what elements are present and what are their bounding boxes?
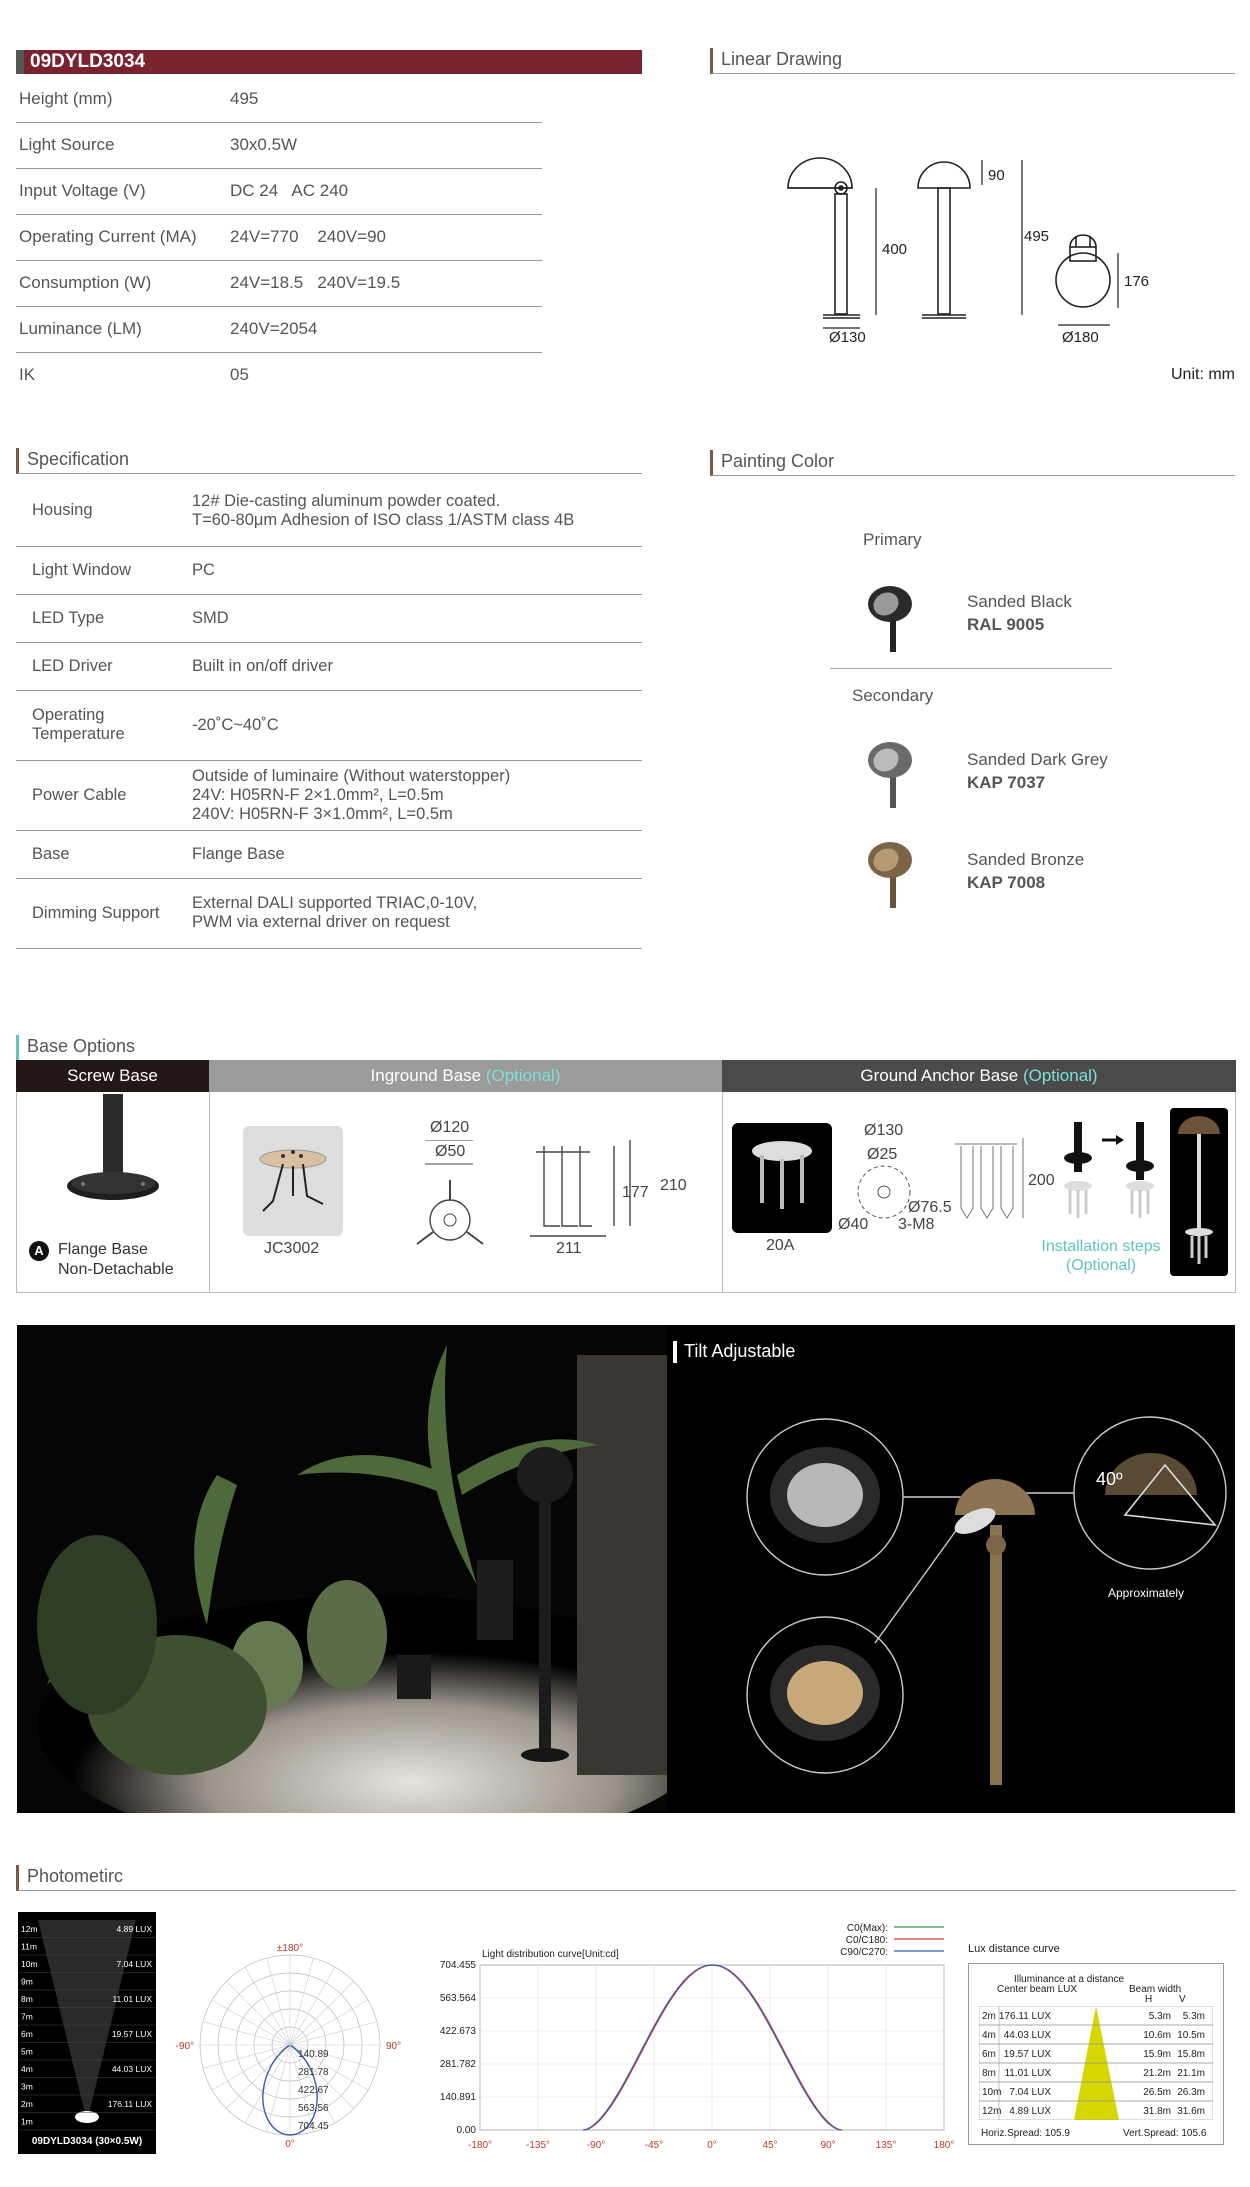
photometric-title: Photometirc	[16, 1865, 1236, 1891]
series-c0-c180	[584, 1965, 842, 2130]
polar-ring-label: 281.78	[298, 2067, 329, 2078]
dim-210: 210	[660, 1177, 687, 1194]
dim-400: 400	[882, 241, 908, 258]
lux-cell: 11.01 LUX	[1004, 2068, 1051, 2079]
legend-label: C0/C180:	[845, 1935, 888, 1946]
primary-label: Primary	[863, 530, 922, 549]
polar-spoke	[290, 1981, 354, 2045]
unit-label: Unit: mm	[1171, 366, 1235, 383]
polar-spoke	[245, 1967, 290, 2045]
sanded-black-swatch	[866, 582, 918, 652]
ground-anchor-header: Ground Anchor Base (Optional)	[722, 1060, 1236, 1092]
polar-ring-label: 704.45	[298, 2121, 329, 2132]
table-row: LED Type SMD	[16, 594, 642, 642]
color-code: KAP 7008	[967, 873, 1046, 892]
lux-footer: 09DYLD3034 (30×0.5W)	[31, 2136, 143, 2147]
polar-spoke	[245, 2045, 290, 2123]
polar-spoke	[290, 2000, 368, 2045]
table-row: Dimming Support External DALI supported TRIAC,0-10V, PWM via external driver on request	[16, 878, 642, 948]
polar-right-label: 90°	[386, 2041, 402, 2052]
sanded-bronze-swatch	[866, 838, 918, 908]
table-row: Operating Temperature -20˚C~40˚C	[16, 690, 642, 760]
lux-row-label: 8m	[21, 1994, 33, 2004]
dim-130: Ø130	[864, 1122, 904, 1139]
polar-top-label: ±180°	[276, 1943, 304, 1954]
v-width-cell: 31.6m	[1177, 2106, 1205, 2117]
h-width-cell: 21.2m	[1143, 2068, 1171, 2079]
lux-row-label: 1m	[21, 2116, 33, 2127]
spec-table	[16, 476, 642, 949]
light-distribution-chart	[420, 1915, 970, 2155]
beam-width-header: Beam width	[1129, 1984, 1182, 1995]
lux-distance-title: Lux distance curve	[968, 1943, 1060, 1955]
table-row: Light Source 30x0.5W	[16, 122, 542, 168]
m8-label: 3-M8	[898, 1216, 935, 1233]
lux-cone-shape	[38, 1920, 136, 2122]
lux-value-label: 4.89 LUX	[116, 1924, 152, 1934]
y-tick-label: 281.782	[439, 2059, 476, 2070]
x-tick-label: 0°	[707, 2140, 717, 2151]
installed-anchor-image	[1170, 1108, 1228, 1276]
sanded-dark-grey-swatch	[866, 738, 918, 808]
jc3002-icon	[243, 1126, 343, 1236]
lux-cell: 176.11 LUX	[998, 2011, 1051, 2022]
lux-row-label: 3m	[21, 2081, 33, 2092]
polar-spoke	[290, 1958, 313, 2045]
model-title: 09DYLD3034	[16, 50, 642, 74]
lux-cone-chart	[18, 1912, 156, 2154]
polar-ring-label: 140.89	[298, 2049, 329, 2060]
dim-130: Ø130	[829, 329, 866, 346]
center-beam-header: Center beam LUX	[997, 1984, 1078, 1995]
lux-value-label: 44.03 LUX	[111, 2064, 152, 2074]
polar-ring-label: 422.67	[298, 2085, 329, 2096]
horiz-spread: Horiz.Spread: 105.9	[981, 2128, 1070, 2139]
lux-row-label: 2m	[21, 2099, 33, 2109]
polar-spoke	[226, 2045, 290, 2109]
v-width-cell: 21.1m	[1177, 2068, 1205, 2079]
lux-row-label: 12m	[21, 1924, 38, 1934]
x-tick-label: 90°	[820, 2140, 836, 2151]
polar-bottom-label: 0°	[285, 2139, 295, 2150]
lux-light-source	[75, 2111, 99, 2123]
table-row: Consumption (W) 24V=18.5 240V=19.5	[16, 260, 542, 306]
x-tick-label: -135°	[525, 2140, 551, 2151]
secondary-label: Secondary	[852, 686, 934, 705]
tilt-detail-illustration	[745, 1415, 1235, 1795]
x-tick-label: -180°	[467, 2140, 493, 2151]
basic-table	[16, 76, 542, 398]
lux-row-label: 11m	[21, 1941, 37, 1952]
polar-left-label: -90°	[175, 2041, 194, 2052]
distance-cell: 8m	[982, 2068, 996, 2079]
polar-spoke	[290, 2022, 377, 2045]
dim-90: 90	[988, 167, 1005, 184]
color-name: Sanded Dark Grey	[967, 750, 1108, 769]
anchor-20a-label: 20A	[766, 1237, 795, 1254]
tilt-title: Tilt Adjustable	[684, 1341, 796, 1361]
distance-cell: 10m	[982, 2087, 1002, 2098]
flange-label: Flange Base	[58, 1241, 148, 1258]
screw-base-header: Screw Base	[16, 1060, 209, 1092]
dim-211: 211	[556, 1240, 582, 1257]
y-tick-label: 422.673	[439, 2026, 476, 2037]
anchor-20a-icon	[732, 1123, 832, 1233]
lux-value-label: 11.01 LUX	[112, 1994, 152, 2004]
lux-value-label: 7.04 LUX	[116, 1959, 152, 1969]
h-header: H	[1145, 1994, 1153, 2005]
painting-color-title: Painting Color	[710, 450, 1235, 476]
y-tick-label: 140.891	[439, 2092, 476, 2103]
dim-120: Ø120	[430, 1119, 470, 1136]
y-tick-label: 563.564	[439, 1993, 476, 2004]
lux-row-label: 7m	[21, 2011, 33, 2022]
color-code: KAP 7037	[967, 773, 1046, 792]
h-width-cell: 10.6m	[1143, 2030, 1171, 2041]
vert-spread: Vert.Spread: 105.6	[1123, 2128, 1207, 2139]
installation-steps-drawing	[1060, 1118, 1170, 1230]
curve-title: Light distribution curve[Unit:cd]	[482, 1949, 619, 1960]
h-width-cell: 26.5m	[1143, 2087, 1171, 2098]
color-name: Sanded Bronze	[967, 850, 1085, 869]
table-row: LED Driver Built in on/off driver	[16, 642, 642, 690]
v-width-cell: 15.8m	[1177, 2049, 1205, 2060]
color-code: RAL 9005	[967, 615, 1045, 634]
v-width-cell: 10.5m	[1177, 2030, 1205, 2041]
dim-180: Ø180	[1062, 329, 1099, 346]
badge-a: A	[29, 1241, 49, 1261]
table-row: IK 05	[19, 365, 249, 385]
divider	[722, 1092, 723, 1293]
distance-cell: 12m	[982, 2106, 1002, 2117]
inground-base-header: Inground Base (Optional)	[209, 1060, 722, 1092]
table-row: Power Cable Outside of luminaire (Without waterstopper) 24V: H05RN-F 2×1.0mm², L=0.5m 240V: H05RN-F 3×1.0mm², L=0.5m	[16, 760, 642, 830]
lux-row-label: 5m	[21, 2046, 33, 2057]
linear-drawing-title: Linear Drawing	[710, 48, 1235, 74]
lux-cell: 7.04 LUX	[1009, 2087, 1051, 2098]
lux-cell: 4.89 LUX	[1009, 2106, 1051, 2117]
polar-ring-label: 563.56	[298, 2103, 329, 2114]
table-row: Base Flange Base	[16, 830, 642, 878]
specification-title: Specification	[16, 448, 642, 474]
anchor-20a-image	[732, 1123, 832, 1233]
lux-row-label: 6m	[21, 2029, 33, 2039]
dim-76-5: Ø76.5	[908, 1199, 952, 1216]
x-tick-label: 180°	[933, 2140, 955, 2151]
lux-distance-table	[979, 2006, 1213, 2120]
lux-cone-graphic	[18, 1912, 156, 2154]
lux-row-label: 4m	[21, 2064, 33, 2074]
y-tick-label: 0.00	[456, 2125, 476, 2136]
dim-200: 200	[1028, 1172, 1055, 1189]
installed-anchor-icon	[1170, 1108, 1228, 1276]
h-width-cell: 31.8m	[1143, 2106, 1171, 2117]
divider	[209, 1092, 210, 1293]
h-width-cell: 5.3m	[1148, 2011, 1171, 2022]
table-row: Operating Current (MA) 24V=770 240V=90	[16, 214, 542, 260]
table-row: Luminance (LM) 240V=2054	[16, 306, 542, 352]
polar-spoke	[203, 2022, 290, 2045]
x-tick-label: -45°	[644, 2140, 664, 2151]
base-options-title: Base Options	[16, 1035, 1236, 1061]
y-tick-label: 704.455	[439, 1960, 476, 1971]
dim-25: Ø25	[867, 1146, 898, 1163]
v-width-cell: 26.3m	[1177, 2087, 1205, 2098]
tilt-angle: 40º	[1096, 1469, 1123, 1489]
anchor-side-drawing	[955, 1138, 1025, 1228]
linear-drawing	[770, 150, 1190, 360]
color-name: Sanded Black	[967, 592, 1072, 611]
x-tick-label: 45°	[762, 2140, 778, 2151]
polar-spoke	[226, 1981, 290, 2045]
polar-chart	[170, 1935, 410, 2160]
lux-cell: 44.03 LUX	[1003, 2030, 1051, 2041]
divider	[830, 668, 1112, 669]
legend-label: C0(Max):	[846, 1923, 888, 1934]
screw-base-image	[58, 1094, 168, 1209]
installation-steps-label: Installation steps (Optional)	[1041, 1238, 1161, 1274]
legend-label: C90/C270:	[840, 1947, 888, 1958]
x-tick-label: -90°	[586, 2140, 606, 2151]
dim-495: 495	[1024, 228, 1050, 245]
polar-spoke	[212, 2045, 290, 2090]
h-width-cell: 15.9m	[1143, 2049, 1171, 2060]
v-width-cell: 5.3m	[1182, 2011, 1205, 2022]
jc3002-image	[243, 1126, 343, 1236]
polar-spoke	[290, 1967, 335, 2045]
distance-cell: 2m	[982, 2011, 996, 2022]
distance-cell: 6m	[982, 2049, 996, 2060]
jc3002-label: JC3002	[264, 1240, 320, 1257]
table-row: Height (mm) 495	[16, 76, 542, 122]
polar-spoke	[212, 2000, 290, 2045]
dim-177: 177	[622, 1184, 649, 1201]
polar-spoke	[267, 2045, 290, 2132]
polar-spoke	[267, 1958, 290, 2045]
v-header: V	[1179, 1994, 1186, 2005]
x-tick-label: 135°	[875, 2140, 897, 2151]
table-row: Housing 12# Die-casting aluminum powder coated. T=60-80μm Adhesion of ISO class 1/ASTM class 4B	[16, 476, 642, 546]
flange-sub-label: Non-Detachable	[58, 1261, 174, 1278]
dim-176: 176	[1124, 273, 1150, 290]
lux-cell: 19.57 LUX	[1003, 2049, 1051, 2060]
lux-distance-subtitle: Illuminance at a distance	[1013, 1974, 1125, 1985]
table-row: Light Window PC	[16, 546, 642, 594]
inground-plan-drawing	[405, 1140, 495, 1250]
lux-distance-panel	[968, 1963, 1224, 2145]
table-row: Input Voltage (V) DC 24 AC 240	[16, 168, 542, 214]
tilt-title-marker	[673, 1341, 677, 1363]
garden-photo	[17, 1325, 667, 1813]
dim-40: Ø40	[838, 1216, 869, 1233]
distance-cell: 4m	[982, 2030, 996, 2041]
lux-value-label: 19.57 LUX	[111, 2029, 152, 2039]
lux-row-label: 9m	[21, 1976, 33, 1987]
dim-50: Ø50	[435, 1143, 466, 1160]
tilt-approx-label: Approximately	[1108, 1586, 1185, 1600]
lux-value-label: 176.11 LUX	[107, 2099, 152, 2109]
lux-row-label: 10m	[21, 1959, 38, 1969]
